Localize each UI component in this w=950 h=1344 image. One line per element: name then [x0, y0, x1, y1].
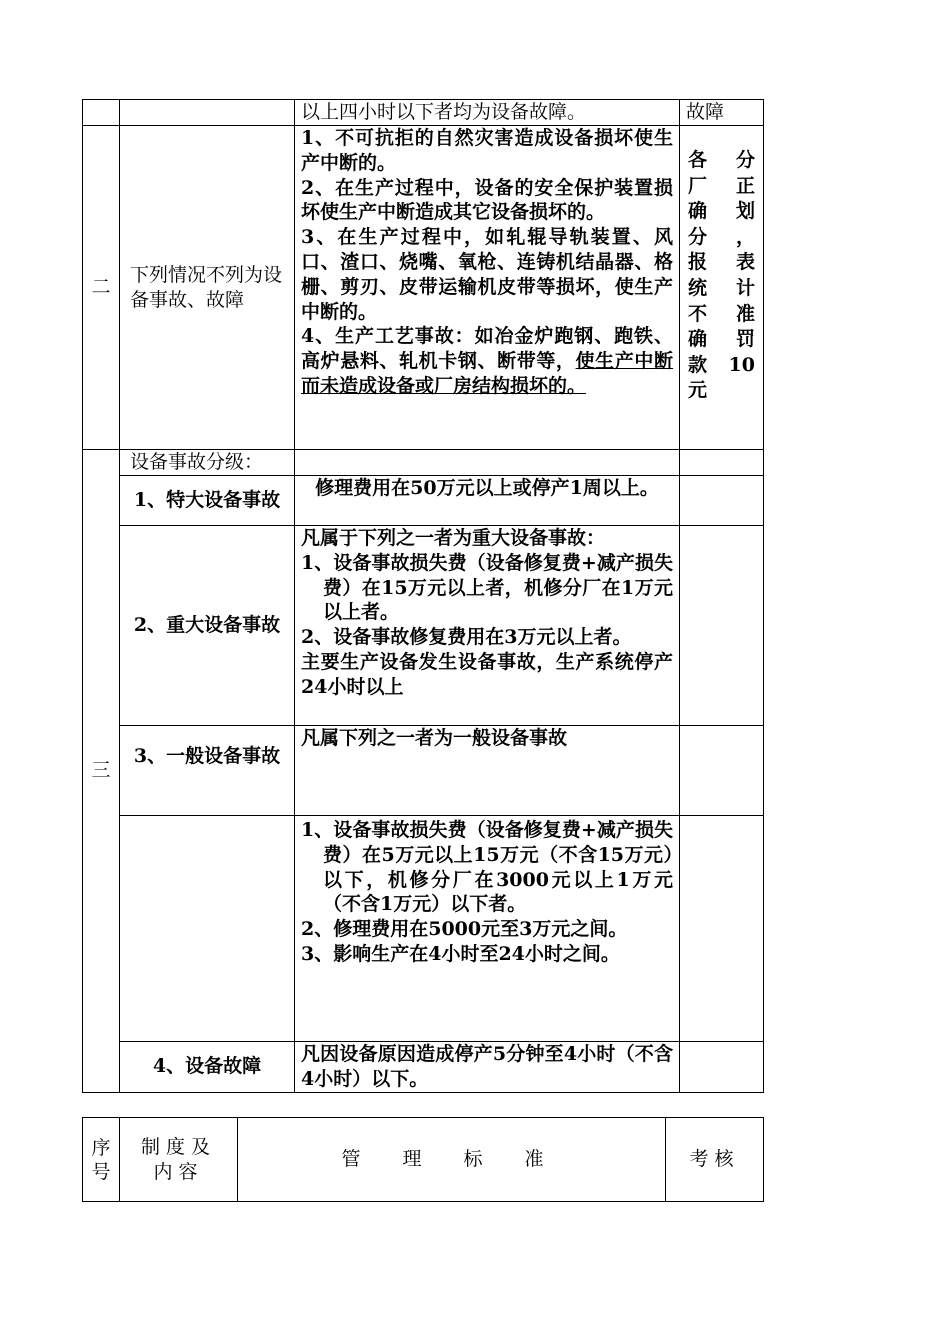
- assess-char: [722, 378, 756, 403]
- row4-assess: [680, 526, 764, 726]
- table-row: [83, 476, 764, 526]
- table-row: [83, 726, 764, 816]
- row5-assess: [680, 726, 764, 816]
- row4-line-1: 1、设备事故损失费（设备修复费+减产损失费）在15万元以上者，机修分厂在1万元以上者。: [301, 551, 673, 624]
- row0-standard: 以上四小时以下者均为设备故障。: [295, 100, 680, 126]
- row1-underlined-text: 使生产中断而未造成设备或厂房结构损坏的。: [301, 350, 673, 397]
- row6-assess: [680, 816, 764, 1042]
- row3-assess: [680, 476, 764, 526]
- row1-no: 二: [83, 126, 120, 450]
- row7-standard: 凡因设备原因造成停产5分钟至4小时（不含4小时）以下。: [295, 1042, 680, 1093]
- assess-char: 计: [735, 276, 755, 299]
- assess-char: 确: [688, 328, 708, 351]
- assess-char: 正: [735, 174, 755, 197]
- row6-standard: [295, 816, 680, 1042]
- row1-assess: [680, 126, 764, 450]
- assess-char: 分: [688, 225, 708, 248]
- row0-no: [83, 100, 120, 126]
- assess-char: ，: [735, 225, 755, 248]
- row1-line-1: 1、不可抗拒的自然灾害造成设备损坏使生产中断的。: [301, 127, 673, 174]
- header-col-standard: 管 理 标 准: [238, 1118, 666, 1202]
- table-row: [83, 1042, 764, 1093]
- assess-char: 划: [735, 200, 755, 223]
- assess-char: 报: [688, 251, 708, 274]
- row3-standard: 修理费用在50万元以上或停产1周以上。: [295, 476, 680, 526]
- row0-assess: 故障: [680, 100, 764, 126]
- row4-item: 2、重大设备事故: [120, 526, 295, 726]
- assess-char: 统: [688, 276, 708, 299]
- row1-item: 下列情况不列为设备事故、故障: [120, 126, 295, 450]
- assess-char: 罚: [735, 328, 755, 351]
- row1-line-2: 2、在生产过程中，设备的安全保护装置损坏使生产中断造成其它设备损坏的。: [301, 176, 673, 224]
- row2-no: 三: [83, 450, 120, 1093]
- row6-line-1: 1、设备事故损失费（设备修复费+减产损失费）在5万元以上15万元（不含15万元）以下，机修分厂在3000元以上1万元（不含1万元）以下者。: [301, 819, 673, 916]
- assess-char: 分: [735, 149, 755, 171]
- header-table: [82, 1117, 764, 1202]
- assess-char: 各: [688, 149, 708, 171]
- equipment-accident-table: [82, 99, 764, 1093]
- row1-line-4: [301, 324, 673, 398]
- header-col-content: 制度及内容: [120, 1118, 238, 1202]
- row6-line-3: 3、影响生产在4小时至24小时之间。: [301, 942, 620, 965]
- table-row: [83, 1118, 764, 1202]
- header-col-assess: 考核: [666, 1118, 764, 1202]
- row4-line-2: 2、设备事故修复费用在3万元以上者。: [301, 626, 632, 649]
- assess-char: 款: [688, 353, 708, 376]
- row2-item: 设备事故分级：: [120, 450, 295, 476]
- table-row: [83, 100, 764, 126]
- assess-char: 10: [728, 353, 755, 376]
- row6-item: [120, 816, 295, 1042]
- assess-char: 确: [688, 200, 708, 223]
- row4-standard: [295, 526, 680, 726]
- table-row: [83, 126, 764, 450]
- row1-line-3: 3、在生产过程中，如轧辊导轨装置、风口、渣口、烧嘴、氧枪、连铸机结晶器、格栅、剪刃、皮带运输机皮带等损坏，使生产中断的。: [301, 226, 673, 323]
- assess-char: 元: [688, 379, 708, 402]
- row5-item: 3、一般设备事故: [120, 726, 295, 816]
- table-row: [83, 526, 764, 726]
- header-col-no: 序号: [83, 1118, 120, 1202]
- row1-standard: [295, 126, 680, 450]
- table-row: [83, 816, 764, 1042]
- assess-char: 准: [735, 302, 755, 325]
- row4-intro: 凡属于下列之一者为重大设备事故：: [301, 527, 606, 549]
- assess-char: 不: [688, 302, 708, 325]
- row7-item: 4、设备故障: [120, 1042, 295, 1093]
- assess-char: 表: [735, 251, 755, 274]
- row2-standard: [295, 450, 680, 476]
- row3-item: 1、特大设备事故: [120, 476, 295, 526]
- row4-line-3: 主要生产设备发生设备事故，生产系统停产24小时以上: [301, 650, 673, 698]
- table-row: [83, 450, 764, 476]
- row5-standard: 凡属下列之一者为一般设备事故: [295, 726, 680, 816]
- row7-assess: [680, 1042, 764, 1093]
- assess-char: 厂: [688, 174, 708, 197]
- row2-assess: [680, 450, 764, 476]
- row0-item: [120, 100, 295, 126]
- row6-line-2: 2、修理费用在5000元至3万元之间。: [301, 918, 628, 941]
- row1-line-4-text: 4、生产工艺事故：如冶金炉跑钢、跑铁、高炉悬料、轧机卡钢、断带等，: [301, 325, 673, 373]
